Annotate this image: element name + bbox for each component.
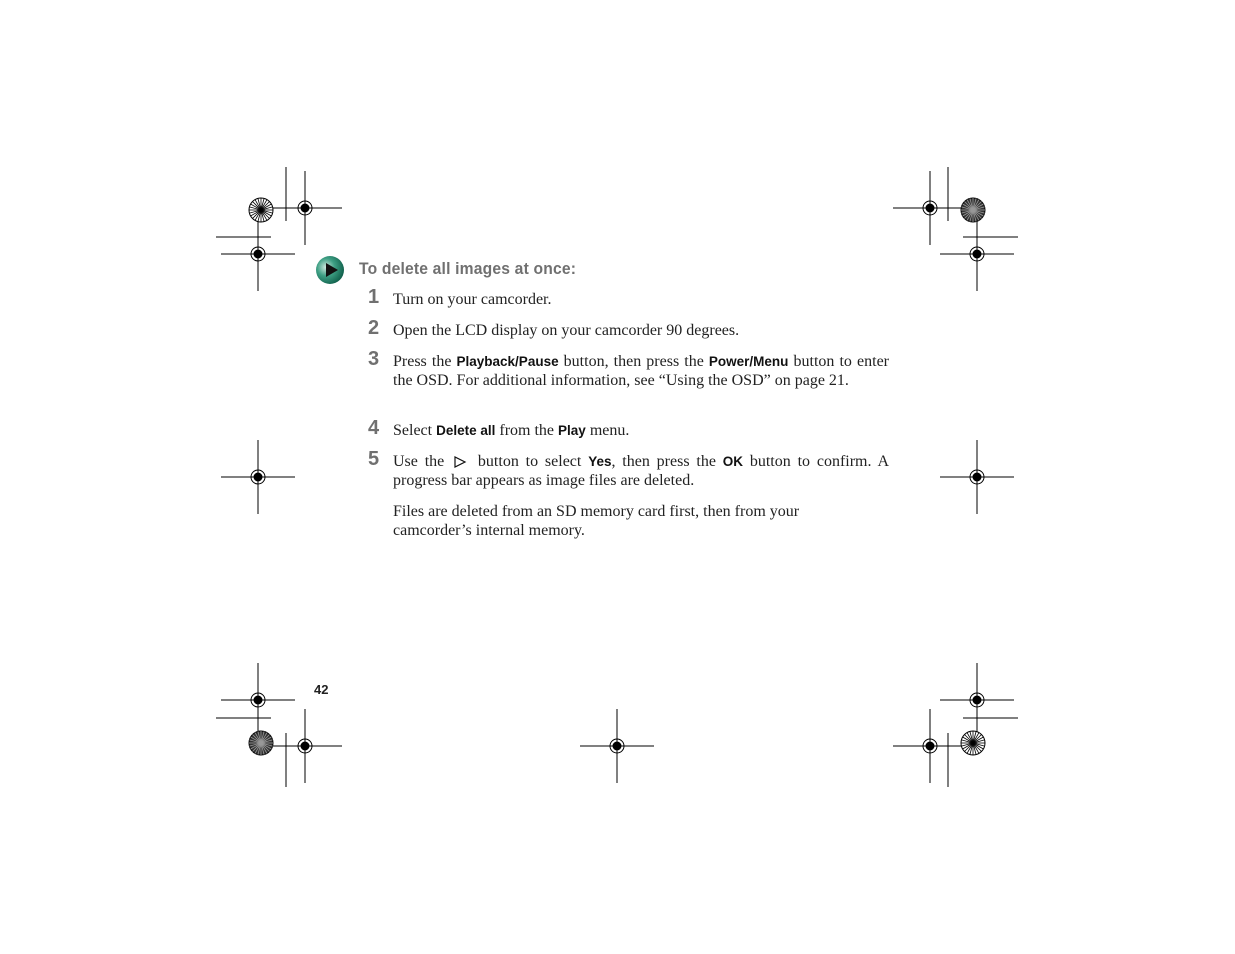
registration-mark xyxy=(580,709,654,783)
star-target xyxy=(249,731,273,755)
registration-mark xyxy=(893,171,967,245)
ui-label-power-menu: Power/Menu xyxy=(708,354,789,369)
text-run: button to confirm. A progress bar appears as image files are deleted. xyxy=(393,453,890,489)
registration-mark xyxy=(221,663,295,737)
star-target xyxy=(249,198,273,222)
step-text xyxy=(393,452,889,490)
procedure-title: To delete all images at once: xyxy=(359,259,577,278)
step-number: 2 xyxy=(368,317,380,339)
ui-label-playback-pause: Playback/Pause xyxy=(456,354,559,369)
registration-mark xyxy=(893,709,967,783)
step-number: 5 xyxy=(368,448,380,470)
text-run: Press the xyxy=(393,353,457,370)
right-triangle-icon xyxy=(453,455,467,469)
text-run: , then press the xyxy=(611,453,723,470)
registration-mark xyxy=(221,217,295,291)
step-text: Turn on your camcorder. xyxy=(393,291,552,308)
step-text: Open the LCD display on your camcorder 90 degrees. xyxy=(393,322,740,339)
text-run: button to select xyxy=(471,453,589,470)
step-text xyxy=(393,352,889,390)
star-target xyxy=(961,198,985,222)
ui-label-delete-all: Delete all xyxy=(436,423,496,438)
note-paragraph: Files are deleted from an SD memory card first, then from your camcorder’s internal memory. xyxy=(393,503,800,539)
registration-mark xyxy=(940,663,1014,737)
registration-mark xyxy=(268,709,342,783)
text-run: button to enter the OSD. For additional information, see “Using the OSD” on page 21. xyxy=(393,353,890,389)
ui-label-ok: OK xyxy=(722,454,744,469)
text-run: Use the xyxy=(393,453,452,470)
registration-mark xyxy=(268,171,342,245)
ui-label-play: Play xyxy=(558,423,586,438)
step-number: 1 xyxy=(368,286,380,308)
registration-mark xyxy=(221,440,295,514)
page-number: 42 xyxy=(314,682,329,697)
ui-label-yes: Yes xyxy=(588,454,612,469)
text-run: Select xyxy=(393,422,437,439)
text-run: button, then press the xyxy=(558,353,709,370)
text-run: menu. xyxy=(585,422,630,439)
step-number: 3 xyxy=(368,348,380,370)
step-number: 4 xyxy=(368,417,380,439)
text-run: from the xyxy=(495,422,559,439)
registration-mark xyxy=(940,217,1014,291)
play-arrow-icon xyxy=(315,255,345,285)
registration-mark xyxy=(940,440,1014,514)
star-target xyxy=(961,731,985,755)
step-text xyxy=(393,421,889,440)
